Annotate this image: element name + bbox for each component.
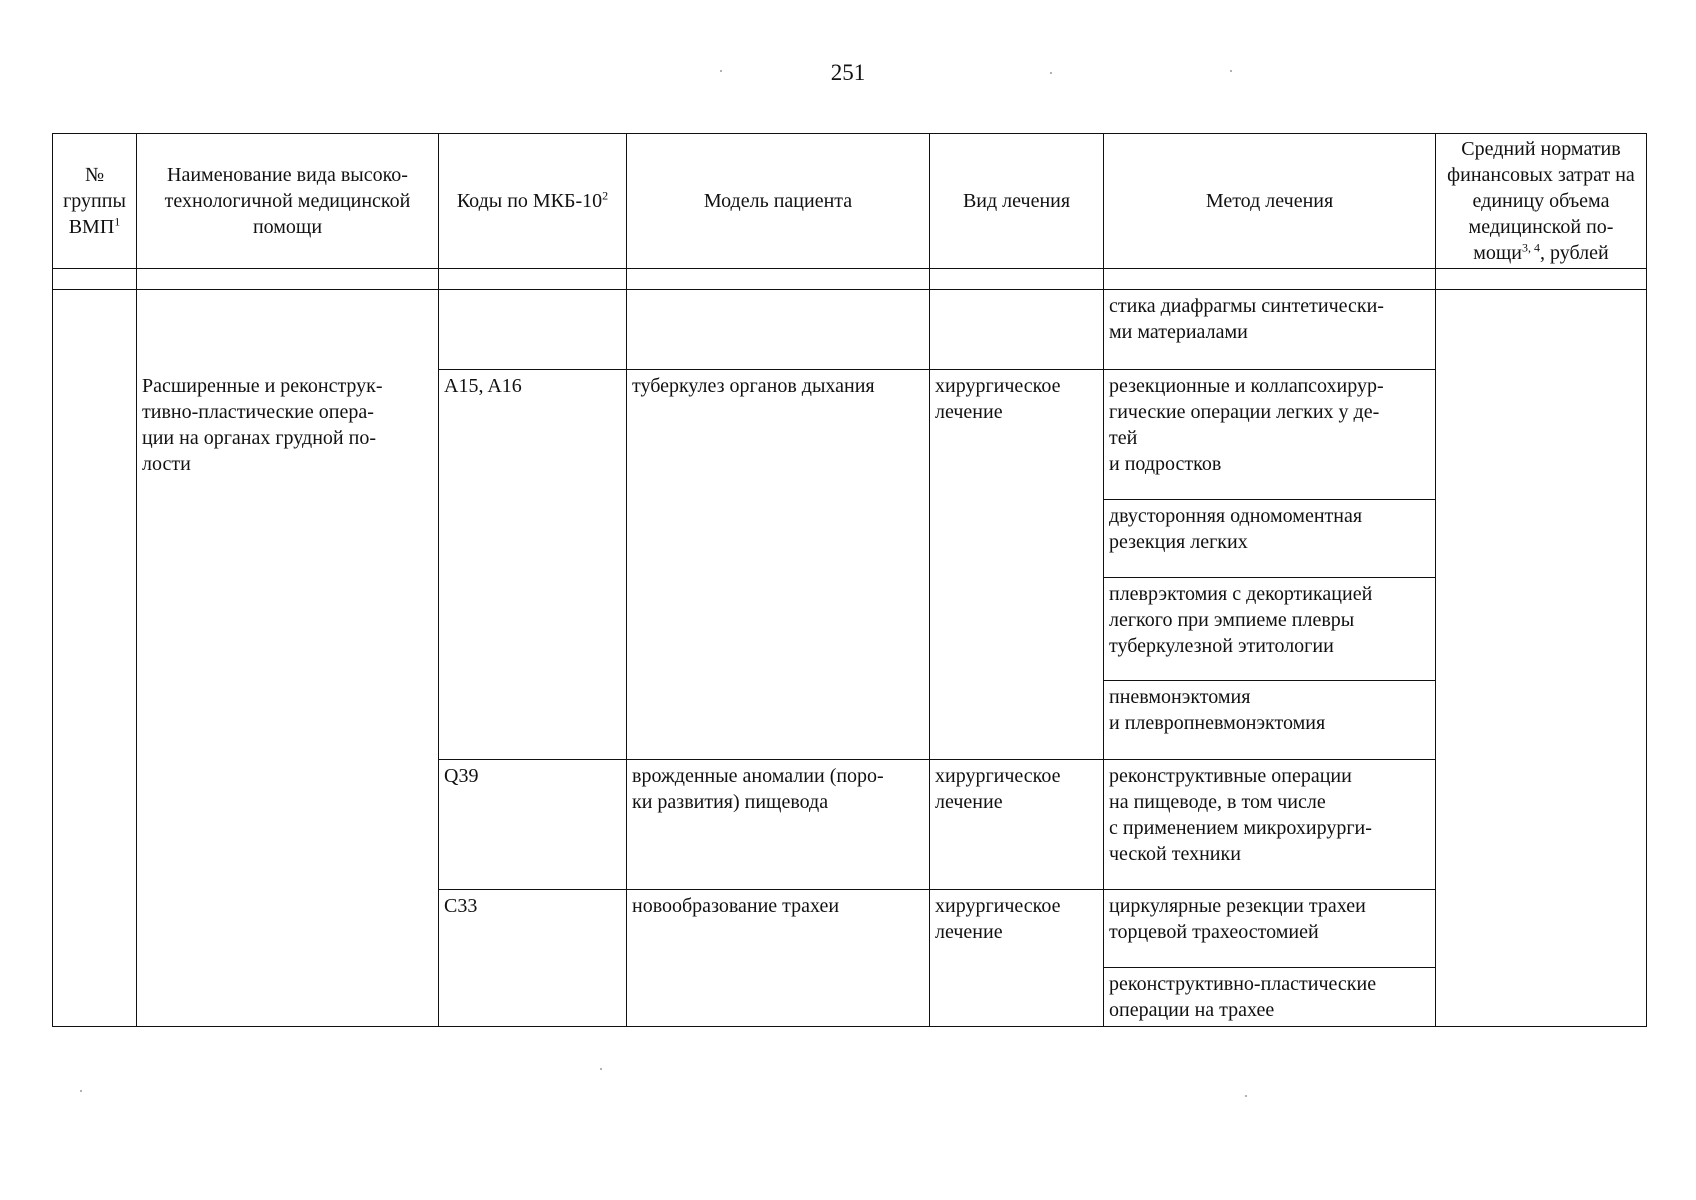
group-number-cell xyxy=(53,290,137,1027)
icd-codes-cell: C33 xyxy=(439,890,627,1027)
treatment-type-cell: хирургическое лечение xyxy=(930,370,1104,760)
header-row xyxy=(53,134,1647,269)
method-cell: циркулярные резекции трахеи торцевой трахеостомией xyxy=(1104,890,1436,968)
treatment-type-cell: хирургическое лечение xyxy=(930,890,1104,1027)
header-icd-codes: Коды по МКБ-$10^2$ xyxy=(439,134,627,269)
treatment-type-cell: хирургическое лечение xyxy=(930,760,1104,890)
scan-speck xyxy=(600,1068,602,1070)
header-treatment-type: Вид лечения xyxy=(930,134,1104,269)
method-cell: двусторонняя одномоментная резекция легких xyxy=(1104,500,1436,578)
header-average-cost: Средний норматив финансовых затрат на единицу объема медицинской по-мощи$^{3, 4}$, рублей xyxy=(1436,134,1647,269)
scan-speck xyxy=(1230,70,1232,72)
method-cell: реконструктивно-пластические операции на трахее xyxy=(1104,968,1436,1027)
table-row xyxy=(53,370,1647,500)
scan-speck xyxy=(80,1090,82,1092)
header-spacer-row xyxy=(53,269,1647,290)
header-treatment-method: Метод лечения xyxy=(1104,134,1436,269)
header-group-number: № группы ВМП$^1$ xyxy=(53,134,137,269)
scan-speck xyxy=(1050,72,1052,74)
scan-speck xyxy=(720,70,722,72)
cost-cell xyxy=(1436,290,1647,1027)
vmp-table xyxy=(52,133,1647,1027)
method-cell: стика диафрагмы синтетически- ми материалами xyxy=(1104,290,1436,370)
patient-model-cell: врожденные аномалии (поро- ки развития) пищевода xyxy=(627,760,930,890)
scan-speck xyxy=(1245,1095,1247,1097)
icd-codes-cell: Q39 xyxy=(439,760,627,890)
page-number: 251 xyxy=(830,60,866,85)
icd-codes-cell: A15, A16 xyxy=(439,370,627,760)
header-care-type-name: Наименование вида высоко-технологичной медицинской помощи xyxy=(137,134,439,269)
table-row xyxy=(53,290,1647,370)
patient-model-cell: туберкулез органов дыхания xyxy=(627,370,930,760)
method-cell: реконструктивные операции на пищеводе, в том числе с применением микрохирурги- ческой техники xyxy=(1104,760,1436,890)
method-cell: резекционные и коллапсохирур- гические операции легких у де- тей и подростков xyxy=(1104,370,1436,500)
method-cell: плеврэктомия с декортикацией легкого при эмпиеме плевры туберкулезной этитологии xyxy=(1104,578,1436,681)
method-cell: пневмонэктомия и плевропневмонэктомия xyxy=(1104,681,1436,760)
header-patient-model: Модель пациента xyxy=(627,134,930,269)
care-type-name-cell: Расширенные и реконструк- тивно-пластические опера- ции на органах грудной по- лости xyxy=(137,370,439,1027)
patient-model-cell: новообразование трахеи xyxy=(627,890,930,1027)
